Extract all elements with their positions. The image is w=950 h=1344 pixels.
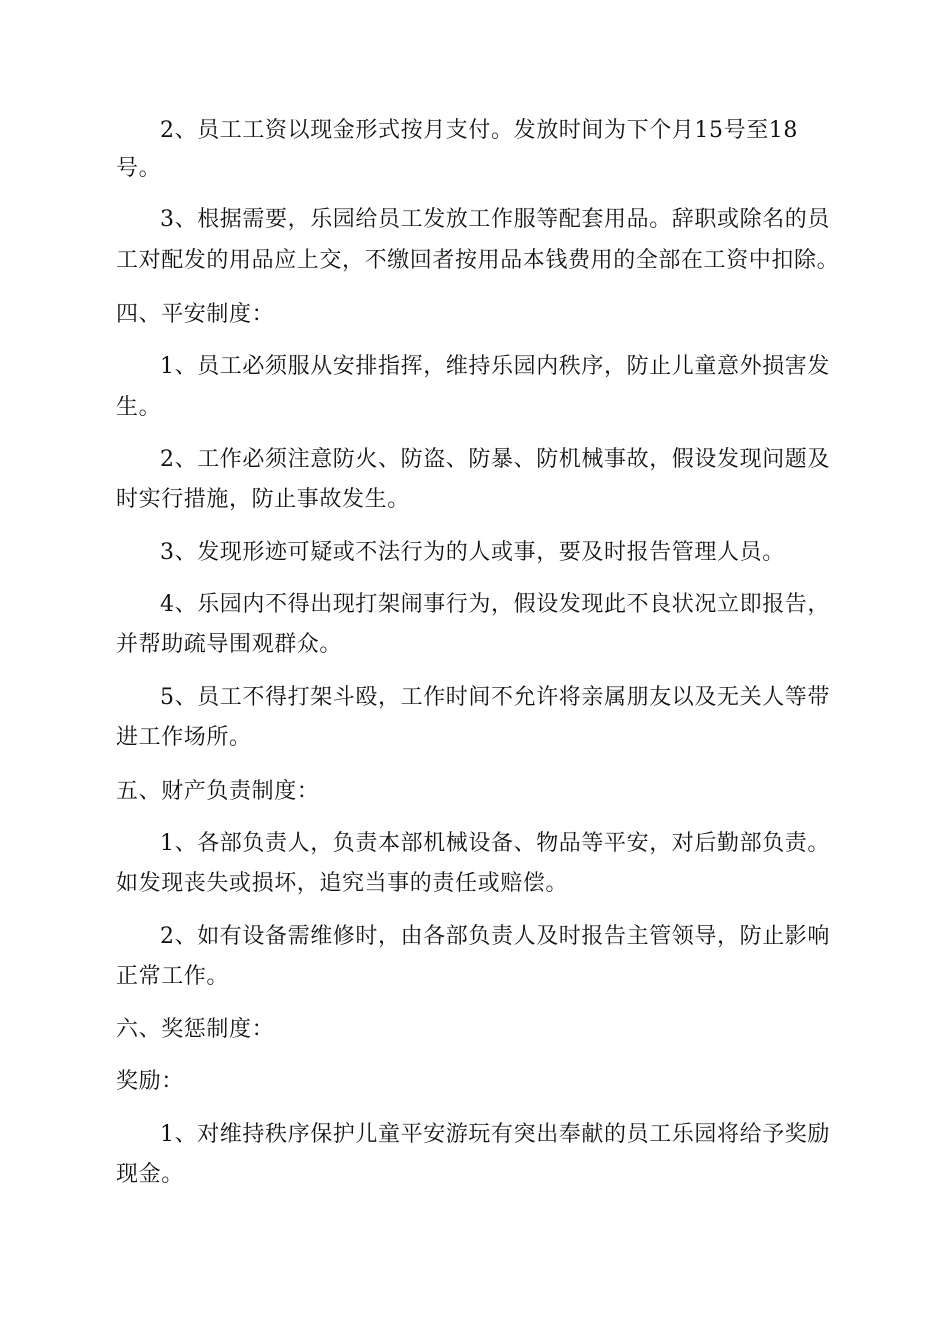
- paragraph-line: 1、各部负责人，负责本部机械设备、物品等平安，对后勤部负责。: [160, 831, 830, 856]
- section-heading: 六、奖惩制度：: [116, 1017, 275, 1042]
- paragraph-line: 5、员工不得打架斗殴，工作时间不允许将亲属朋友以及无关人等带: [160, 685, 830, 710]
- paragraph-line: 时实行措施，防止事故发生。: [116, 487, 410, 512]
- paragraph-line: 2、员工工资以现金形式按月支付。发放时间为下个月15号至18: [160, 118, 798, 143]
- paragraph-line: 号。: [116, 156, 162, 181]
- paragraph-line: 2、如有设备需维修时，由各部负责人及时报告主管领导，防止影响: [160, 924, 830, 949]
- paragraph-line: 进工作场所。: [116, 725, 252, 750]
- paragraph-line: 如发现丧失或损坏，追究当事的责任或赔偿。: [116, 871, 569, 896]
- paragraph-line: 3、发现形迹可疑或不法行为的人或事，要及时报告管理人员。: [160, 540, 785, 565]
- paragraph-line: 1、对维持秩序保护儿童平安游玩有突出奉献的员工乐园将给予奖励: [160, 1122, 830, 1147]
- paragraph-line: 2、工作必须注意防火、防盗、防暴、防机械事故，假设发现问题及: [160, 447, 830, 472]
- paragraph-line: 1、员工必须服从安排指挥，维持乐园内秩序，防止儿童意外损害发: [160, 354, 830, 379]
- paragraph-line: 并帮助疏导围观群众。: [116, 632, 343, 657]
- subsection-heading: 奖励：: [116, 1069, 184, 1094]
- section-heading: 五、财产负责制度：: [116, 779, 320, 804]
- paragraph-line: 4、乐园内不得出现打架闹事行为，假设发现此不良状况立即报告，: [160, 592, 830, 617]
- paragraph-line: 正常工作。: [116, 964, 230, 989]
- paragraph-line: 工对配发的用品应上交，不缴回者按用品本钱费用的全部在工资中扣除。: [116, 248, 840, 273]
- section-heading: 四、平安制度：: [116, 302, 275, 327]
- paragraph-line: 3、根据需要，乐园给员工发放工作服等配套用品。辞职或除名的员: [160, 207, 830, 232]
- paragraph-line: 生。: [116, 395, 162, 420]
- paragraph-line: 现金。: [116, 1162, 184, 1187]
